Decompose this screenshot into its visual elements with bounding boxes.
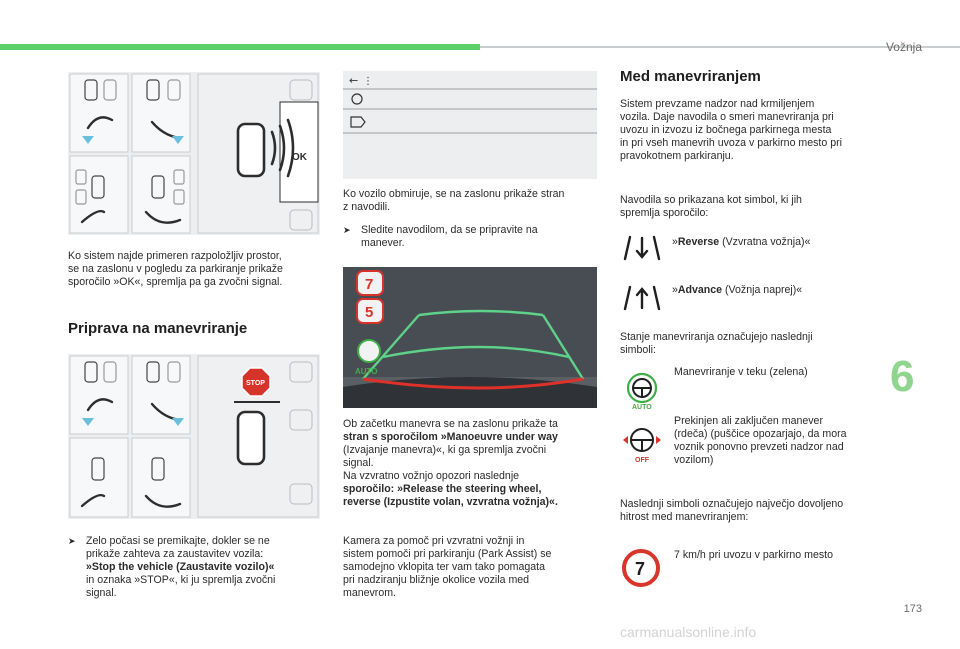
stop-label: STOP <box>246 380 265 387</box>
heading-priprava: Priprava na manevriranje <box>68 320 248 337</box>
parking-search-illustration <box>68 72 320 235</box>
auto-status-text: Manevriranje v teku (zelena) <box>674 366 808 378</box>
off-status-text: Prekinjen ali zaključen manever (rdeča) (puščice opozarjajo, da mora voznik ponovno prevzeti nadzor nad vozilom) <box>674 415 847 466</box>
chapter-number: 6 <box>890 352 915 401</box>
left-bullet-stop: ➤ Zelo počasi se premikajte, dokler se ne prikaže zahteva za zaustavitev vozila: »Stop the vehicle (Zaustavite vozilo)« in oznaka »STOP«, ki ju spremlja zvočni signal. <box>68 535 276 599</box>
off-steering-status-icon <box>620 420 664 464</box>
instruction-screen <box>343 71 597 179</box>
info-icon: ⋮ <box>363 76 373 87</box>
parking-grid-drawing <box>68 72 320 235</box>
right-para-1: Sistem prevzame nadzor nad krmiljenjem vozila. Daje navodila o smeri manevriranja pri uvozu in izvozu iz bočnega parkirnega mesta in pri vseh manevrih uvoza v parkirno mesto pri pravokotnem parkiranju. <box>620 98 842 162</box>
middle-para-3: Kamera za pomoč pri vzvratni vožnji in sistem pomoči pri parkiranju (Park Assist) se samodejno vklopita ter vam tako pomagata pri nadziranju bližnje okolice vozila med manevrom. <box>343 535 552 599</box>
steering-hands-icon <box>352 94 362 104</box>
ok-label: OK <box>292 152 307 163</box>
status-auto-label: AUTO <box>632 404 652 410</box>
bullet-arrow-icon: ➤ <box>343 225 351 235</box>
auto-steering-icon <box>358 340 380 362</box>
speed-limit-text: 7 km/h pri uvozu v parkirno mesto <box>674 549 833 561</box>
page-number: 173 <box>903 603 922 615</box>
right-para-4: Naslednji simboli označujejo največjo dovoljeno hitrost med manevriranjem: <box>620 498 844 523</box>
header-accent-bar <box>0 44 480 50</box>
camera-number-top: 7 <box>365 276 374 293</box>
stop-grid-drawing <box>68 354 320 519</box>
watermark: carmanualsonline.info <box>620 624 757 640</box>
reverse-label: »Reverse (Vzvratna vožnja)« <box>672 236 811 248</box>
back-arrow-icon: ← <box>349 74 359 87</box>
left-para-1: Ko sistem najde primeren razpoložljiv prostor, se na zaslonu v pogledu za parkiranje prikaže sporočilo »OK«, spremlja pa ga zvočni signal. <box>68 250 283 288</box>
auto-steering-status-icon <box>622 366 662 410</box>
camera-auto-label: AUTO <box>355 367 378 376</box>
section-title: Vožnja <box>885 40 922 54</box>
right-para-2: Navodila so prikazana kot simbol, ki jih spremlja sporočilo: <box>620 194 802 219</box>
speed-limit-icon <box>621 548 661 588</box>
speed-limit-value: 7 <box>635 559 646 579</box>
right-para-3: Stanje manevriranja označujejo naslednji simboli: <box>620 331 813 356</box>
middle-para-2: Ob začetku manevra se na zaslonu prikaže ta stran s sporočilom »Manoeuvre under way (Izvajanje manevra)«, ki ga spremlja zvočni signal. Na vzvratno vožnjo opozori naslednje sporočilo: »Release the steering wheel, reverse (Izpustite volan, vzvratna vožnja)«. <box>343 418 558 508</box>
advance-arrow-icon <box>622 284 662 312</box>
reverse-arrow-icon <box>622 234 662 262</box>
middle-para-1: Ko vozilo obmiruje, se na zaslonu prikaže stran z navodili. <box>343 188 565 213</box>
stop-illustration <box>68 354 320 519</box>
next-step-icon <box>351 117 365 127</box>
advance-label: »Advance (Vožnja naprej)« <box>672 284 803 296</box>
camera-number-bottom: 5 <box>365 304 374 321</box>
status-off-label: OFF <box>635 457 649 464</box>
middle-bullet-follow: ➤ Sledite navodilom, da se pripravite na manever. <box>343 224 538 249</box>
camera-view-image <box>343 267 597 408</box>
heading-med-manevriranjem: Med manevriranjem <box>620 68 761 85</box>
bullet-arrow-icon: ➤ <box>68 536 76 546</box>
